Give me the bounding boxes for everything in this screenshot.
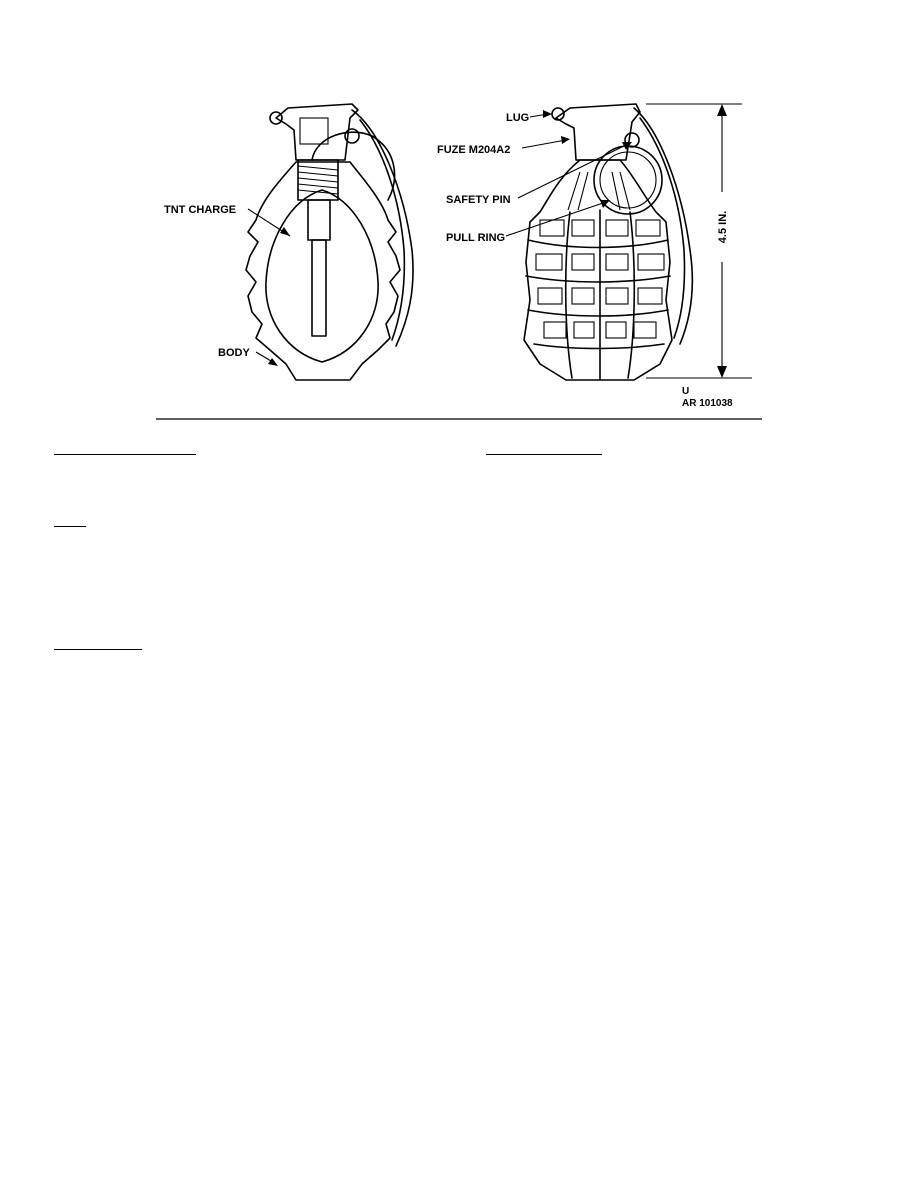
callout-pull-ring: PULL RING	[446, 232, 506, 244]
arrowhead-tnt-charge	[280, 227, 290, 236]
leader-pull-ring	[506, 202, 606, 236]
safety-lever-right	[634, 108, 692, 344]
figure-code-line2: AR 101038	[682, 398, 733, 409]
safety-lever-left	[352, 110, 413, 346]
figure-code-line1: U	[682, 386, 690, 397]
callout-tnt-charge: TNT CHARGE	[164, 204, 237, 216]
pull-ring-right-inner	[600, 152, 656, 208]
callout-body: BODY	[218, 347, 250, 359]
thread-lines	[298, 166, 338, 194]
dimension-label: 4.5 IN.	[717, 210, 729, 244]
leader-fuze	[522, 140, 566, 148]
detonator-tube	[308, 200, 330, 240]
callout-lug: LUG	[506, 112, 530, 124]
arrowhead-fuze	[561, 136, 570, 144]
fuze-window-left	[300, 118, 328, 144]
external-view-drawing	[437, 104, 752, 409]
arrowhead-pull-ring	[600, 200, 610, 208]
heading-rule-left-2	[54, 526, 86, 527]
heading-rule-right-1	[486, 454, 602, 455]
arrowhead-body	[268, 358, 278, 366]
callout-fuze: FUZE M204A2	[437, 144, 511, 156]
cross-section-drawing	[164, 104, 413, 380]
heading-rule-left-1	[54, 454, 196, 455]
grenade-figure	[0, 0, 918, 430]
safety-lever-left-inner	[360, 120, 404, 340]
body-ribs-horizontal	[526, 240, 670, 349]
leader-safety-pin	[518, 144, 628, 198]
heading-rule-left-3	[54, 649, 142, 650]
detonator-rod	[312, 240, 326, 336]
arrowhead-lug	[543, 110, 552, 118]
callout-safety-pin: SAFETY PIN	[446, 194, 511, 206]
